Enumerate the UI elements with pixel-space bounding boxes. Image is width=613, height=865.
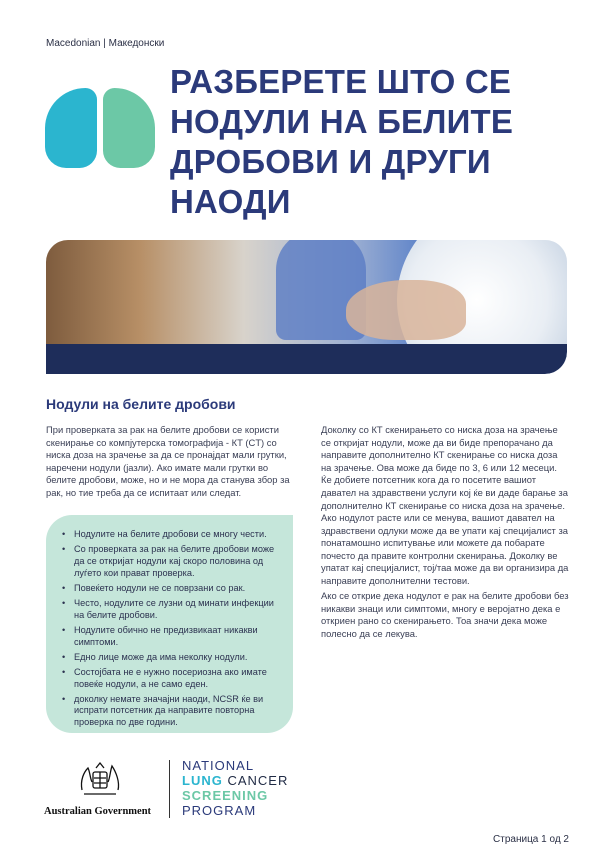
lungs-logo	[45, 88, 155, 168]
program-logo	[182, 758, 288, 818]
hero-band	[46, 344, 567, 374]
program-line-1: NATIONAL	[182, 758, 255, 773]
government-label: Australian Government	[44, 806, 152, 817]
paragraph-specialist: Ако нодулот расте или се менува, вашиот давател на здравствени одлуки може да ве упати кај специјалист за понатамошно испитување или можете да побарате почесто да правите контролни скенирања. Доколку ве упатат кај специјалист, тој/таа може да ви организира да направите дополнителни тестови.	[321, 512, 569, 586]
program-line-4: PROGRAM	[182, 803, 257, 818]
coat-of-arms-icon	[76, 760, 124, 800]
page-number: Страница 1 од 2	[493, 834, 569, 845]
key-facts-box	[46, 515, 293, 733]
list-item: • Едно лице може да има неколку нодули.	[60, 652, 277, 664]
paragraph-intro: При проверката за рак на белите дробови се користи скенирање со компјутерска томографија - КТ (CT) со ниска доза на зрачење за да се пронајдат мали грутки, наречени нодули (јазли). Ако имате мали грутки во белите дробови, може, но и не мора да станува збор за рак, но тие треба да се испитаат или следат.	[46, 424, 290, 498]
list-item: • Повеќето нодули не се поврзани со рак.	[60, 583, 277, 595]
program-line-2	[182, 773, 288, 788]
hero-image	[46, 240, 567, 374]
patient-shape	[346, 280, 466, 340]
left-lung-icon	[45, 88, 97, 168]
australian-government-logo	[44, 760, 160, 820]
list-item: • Често, нодулите се лузни од минати инфекции на белите дробови.	[60, 598, 277, 622]
paragraph-early-detection: Ако се открие дека нодулот е рак на белите дробови без никакви знаци или симптоми, многу е веројатно дека е откриен рано со скенирањето. Тоа значи дека може полесно да се лекува.	[321, 590, 569, 639]
right-lung-icon	[103, 88, 155, 168]
section-title: Нодули на белите дробови	[46, 396, 236, 412]
page-title: РАЗБЕРЕТЕ ШТО СЕ НОДУЛИ НА БЕЛИТЕ ДРОБОВИ И ДРУГИ НАОДИ	[170, 63, 514, 220]
list-item: • Со проверката за рак на белите дробови може да се откријат нодули кај скоро половина од луѓето кои прават проверка.	[60, 544, 277, 579]
language-label: Macedonian | Македонски	[46, 38, 165, 49]
logo-divider	[169, 760, 170, 818]
list-item: • Нодулите обично не предизвикаат никакви симптоми.	[60, 625, 277, 649]
list-item: • Нодулите на белите дробови се многу чести.	[60, 529, 277, 541]
list-item: • Состојбата не е нужно посериозна ако имате повеќе нодули, а не само еден.	[60, 667, 277, 691]
paragraph-followup: Доколку со КТ скенирањето со ниска доза на зрачење се откријат нодули, може да ви биде препорачано да направите дополнително КТ скенирање со ниска доза на зрачење. Ова може да биде по 3, 6 или 12 месеци. Ќе добиете потсетник кога да го посетите вашиот давател на здравствени услуги кој ќе ви даде барање за дополнително КТ скенирање со ниска доза на зрачење.	[321, 424, 568, 511]
program-word-lung: LUNG	[182, 773, 223, 788]
list-item: • доколку немате значајни наоди, NCSR ќе ви испрати потсетник да направите повторна проверка по две години.	[60, 694, 277, 729]
key-facts-list	[60, 529, 277, 729]
program-word-cancer: CANCER	[227, 773, 289, 788]
program-line-3: SCREENING	[182, 788, 269, 803]
